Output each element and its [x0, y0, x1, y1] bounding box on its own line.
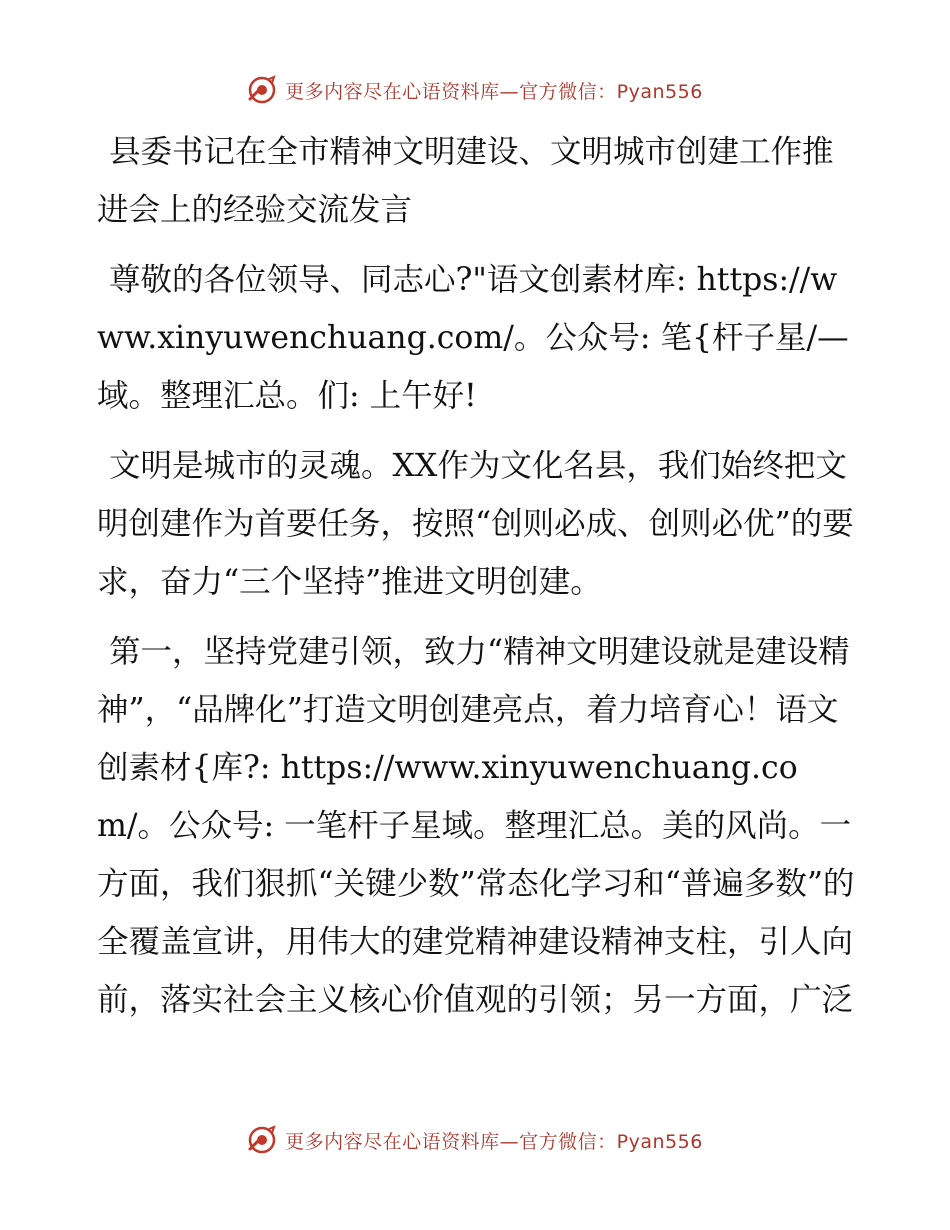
logo-icon: [247, 75, 277, 105]
logo-icon: [247, 1125, 277, 1155]
document-body: [97, 123, 857, 1041]
paragraph-first-point: 第一，坚持党建引领，致力“精神文明建设就是建设精神”，“品牌化”打造文明创建亮点，着力培育心！语文创素材{库?: https://www.xinyuwenchuang.com/。公众号: 一笔杆子星域。整理汇总。美的风尚。一方面，我们狠抓“关键少数”常态化学习和“普遍多数”的全覆盖宣讲，用伟大的建党精神建设精神支柱，引人向前，落实社会主义核心价值观的引领；另一方面，广泛: [97, 634, 855, 1018]
document-title: 县委书记在全市精神文明建设、文明城市创建工作推进会上的经验交流发言: [97, 134, 834, 228]
watermark-text: 更多内容尽在心语资料库—官方微信：Pyan556: [285, 1130, 703, 1153]
paragraph-greeting: 尊敬的各位领导、同志心?"语文创素材库: https://www.xinyuwenchuang.com/。公众号: 笔{杆子星/—域。整理汇总。们: 上午好!: [97, 262, 849, 414]
header-watermark: [0, 70, 950, 110]
footer-watermark: [0, 1120, 950, 1160]
paragraph-intro: 文明是城市的灵魂。XX作为文化名县，我们始终把文明创建作为首要任务，按照“创则必成、创则必优”的要求，奋力“三个坚持”推进文明创建。: [97, 448, 854, 600]
watermark-text: 更多内容尽在心语资料库—官方微信：Pyan556: [285, 80, 703, 103]
